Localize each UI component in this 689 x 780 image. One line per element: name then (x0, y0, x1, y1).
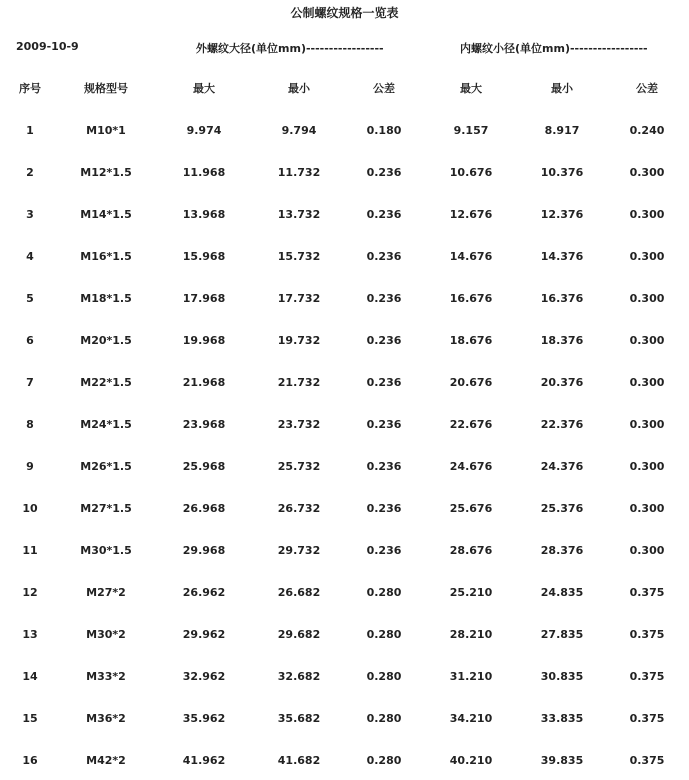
header-inner-max: 最大 (460, 82, 482, 95)
cell-inner-tolerance: 0.375 (629, 628, 665, 641)
cell-index: 6 (26, 334, 34, 347)
cell-outer-max: 21.968 (182, 376, 226, 389)
cell-outer-tolerance: 0.236 (366, 208, 402, 221)
cell-index: 8 (26, 418, 34, 431)
cell-outer-max: 41.962 (182, 754, 226, 767)
cell-outer-tolerance: 0.280 (366, 586, 402, 599)
cell-inner-tolerance: 0.375 (629, 670, 665, 683)
cell-outer-min: 17.732 (277, 292, 321, 305)
cell-index: 11 (22, 544, 38, 557)
cell-outer-max: 19.968 (182, 334, 226, 347)
cell-inner-max: 31.210 (449, 670, 493, 683)
cell-outer-min: 23.732 (277, 418, 321, 431)
cell-spec: M27*2 (86, 586, 126, 599)
table-row (0, 502, 689, 518)
cell-inner-tolerance: 0.300 (629, 544, 665, 557)
cell-spec: M22*1.5 (80, 376, 132, 389)
cell-outer-max: 11.968 (182, 166, 226, 179)
table-row (0, 712, 689, 728)
cell-inner-max: 22.676 (449, 418, 493, 431)
cell-outer-tolerance: 0.236 (366, 334, 402, 347)
cell-inner-max: 18.676 (449, 334, 493, 347)
inner-thread-group-header: 内螺纹小径(单位mm)----------------- (460, 42, 648, 55)
cell-inner-max: 25.210 (449, 586, 493, 599)
cell-outer-max: 32.962 (182, 670, 226, 683)
cell-spec: M12*1.5 (80, 166, 132, 179)
cell-spec: M16*1.5 (80, 250, 132, 263)
cell-inner-max: 28.210 (449, 628, 493, 641)
cell-outer-min: 15.732 (277, 250, 321, 263)
header-outer-tolerance: 公差 (373, 82, 395, 95)
cell-inner-max: 20.676 (449, 376, 493, 389)
cell-inner-min: 24.376 (540, 460, 584, 473)
cell-inner-tolerance: 0.375 (629, 754, 665, 767)
cell-inner-max: 28.676 (449, 544, 493, 557)
table-row (0, 250, 689, 266)
table-row (0, 124, 689, 140)
cell-outer-min: 35.682 (277, 712, 321, 725)
cell-outer-min: 19.732 (277, 334, 321, 347)
cell-index: 12 (22, 586, 38, 599)
cell-inner-tolerance: 0.300 (629, 292, 665, 305)
cell-spec: M33*2 (86, 670, 126, 683)
cell-inner-min: 25.376 (540, 502, 584, 515)
cell-outer-min: 26.682 (277, 586, 321, 599)
table-row (0, 418, 689, 434)
cell-inner-tolerance: 0.300 (629, 250, 665, 263)
cell-inner-min: 22.376 (540, 418, 584, 431)
header-outer-max: 最大 (193, 82, 215, 95)
cell-spec: M36*2 (86, 712, 126, 725)
cell-inner-max: 40.210 (449, 754, 493, 767)
cell-outer-max: 26.968 (182, 502, 226, 515)
table-row (0, 166, 689, 182)
cell-inner-tolerance: 0.300 (629, 418, 665, 431)
cell-spec: M26*1.5 (80, 460, 132, 473)
table-row (0, 754, 689, 770)
cell-outer-min: 29.682 (277, 628, 321, 641)
cell-inner-tolerance: 0.375 (629, 586, 665, 599)
cell-spec: M14*1.5 (80, 208, 132, 221)
table-row (0, 334, 689, 350)
cell-outer-max: 29.962 (182, 628, 226, 641)
cell-outer-min: 11.732 (277, 166, 321, 179)
cell-index: 7 (26, 376, 34, 389)
cell-outer-tolerance: 0.236 (366, 418, 402, 431)
cell-spec: M18*1.5 (80, 292, 132, 305)
cell-inner-min: 18.376 (540, 334, 584, 347)
cell-inner-min: 27.835 (540, 628, 584, 641)
cell-index: 10 (22, 502, 38, 515)
cell-outer-max: 13.968 (182, 208, 226, 221)
cell-inner-tolerance: 0.300 (629, 334, 665, 347)
cell-inner-tolerance: 0.375 (629, 712, 665, 725)
cell-outer-tolerance: 0.236 (366, 502, 402, 515)
cell-spec: M27*1.5 (80, 502, 132, 515)
cell-spec: M42*2 (86, 754, 126, 767)
cell-outer-max: 17.968 (182, 292, 226, 305)
table-row (0, 544, 689, 560)
cell-inner-min: 10.376 (540, 166, 584, 179)
cell-inner-min: 30.835 (540, 670, 584, 683)
cell-outer-min: 41.682 (277, 754, 321, 767)
cell-inner-min: 20.376 (540, 376, 584, 389)
cell-inner-max: 10.676 (449, 166, 493, 179)
cell-index: 3 (26, 208, 34, 221)
cell-inner-min: 39.835 (540, 754, 584, 767)
cell-outer-max: 35.962 (182, 712, 226, 725)
cell-outer-tolerance: 0.236 (366, 376, 402, 389)
cell-inner-min: 8.917 (544, 124, 580, 137)
cell-spec: M30*1.5 (80, 544, 132, 557)
cell-outer-tolerance: 0.280 (366, 712, 402, 725)
table-row (0, 628, 689, 644)
cell-inner-tolerance: 0.300 (629, 502, 665, 515)
cell-index: 13 (22, 628, 38, 641)
cell-outer-tolerance: 0.236 (366, 544, 402, 557)
cell-index: 2 (26, 166, 34, 179)
cell-inner-max: 14.676 (449, 250, 493, 263)
cell-inner-tolerance: 0.300 (629, 460, 665, 473)
cell-index: 1 (26, 124, 34, 137)
date-label: 2009-10-9 (16, 40, 79, 53)
cell-inner-min: 14.376 (540, 250, 584, 263)
cell-outer-min: 9.794 (281, 124, 317, 137)
cell-spec: M10*1 (86, 124, 126, 137)
cell-inner-tolerance: 0.240 (629, 124, 665, 137)
cell-outer-max: 29.968 (182, 544, 226, 557)
cell-index: 9 (26, 460, 34, 473)
cell-outer-min: 25.732 (277, 460, 321, 473)
cell-outer-min: 13.732 (277, 208, 321, 221)
header-outer-min: 最小 (288, 82, 310, 95)
cell-inner-min: 16.376 (540, 292, 584, 305)
cell-outer-tolerance: 0.180 (366, 124, 402, 137)
cell-outer-tolerance: 0.280 (366, 628, 402, 641)
table-row (0, 376, 689, 392)
cell-outer-tolerance: 0.236 (366, 166, 402, 179)
cell-outer-max: 15.968 (182, 250, 226, 263)
cell-inner-min: 28.376 (540, 544, 584, 557)
cell-outer-tolerance: 0.280 (366, 754, 402, 767)
table-row (0, 208, 689, 224)
cell-index: 16 (22, 754, 38, 767)
cell-spec: M20*1.5 (80, 334, 132, 347)
cell-outer-max: 9.974 (186, 124, 222, 137)
cell-inner-tolerance: 0.300 (629, 166, 665, 179)
cell-inner-tolerance: 0.300 (629, 208, 665, 221)
cell-index: 14 (22, 670, 38, 683)
cell-inner-min: 33.835 (540, 712, 584, 725)
cell-index: 5 (26, 292, 34, 305)
cell-outer-max: 26.962 (182, 586, 226, 599)
table-row (0, 292, 689, 308)
cell-inner-tolerance: 0.300 (629, 376, 665, 389)
cell-outer-tolerance: 0.236 (366, 460, 402, 473)
cell-outer-tolerance: 0.236 (366, 250, 402, 263)
cell-outer-min: 21.732 (277, 376, 321, 389)
cell-inner-min: 12.376 (540, 208, 584, 221)
header-index: 序号 (19, 82, 41, 95)
table-header-row (0, 80, 689, 96)
header-spec: 规格型号 (84, 82, 128, 95)
cell-outer-max: 25.968 (182, 460, 226, 473)
cell-inner-min: 24.835 (540, 586, 584, 599)
outer-thread-group-header: 外螺纹大径(单位mm)----------------- (196, 42, 384, 55)
cell-outer-min: 26.732 (277, 502, 321, 515)
header-inner-min: 最小 (551, 82, 573, 95)
cell-outer-max: 23.968 (182, 418, 226, 431)
header-inner-tolerance: 公差 (636, 82, 658, 95)
cell-index: 15 (22, 712, 38, 725)
cell-inner-max: 12.676 (449, 208, 493, 221)
cell-outer-min: 32.682 (277, 670, 321, 683)
cell-outer-tolerance: 0.280 (366, 670, 402, 683)
table-row (0, 586, 689, 602)
cell-spec: M24*1.5 (80, 418, 132, 431)
cell-spec: M30*2 (86, 628, 126, 641)
cell-outer-tolerance: 0.236 (366, 292, 402, 305)
cell-inner-max: 9.157 (453, 124, 489, 137)
table-row (0, 460, 689, 476)
cell-outer-min: 29.732 (277, 544, 321, 557)
cell-inner-max: 16.676 (449, 292, 493, 305)
cell-inner-max: 24.676 (449, 460, 493, 473)
page-title: 公制螺纹规格一览表 (290, 6, 399, 20)
table-row (0, 670, 689, 686)
cell-index: 4 (26, 250, 34, 263)
cell-inner-max: 34.210 (449, 712, 493, 725)
cell-inner-max: 25.676 (449, 502, 493, 515)
